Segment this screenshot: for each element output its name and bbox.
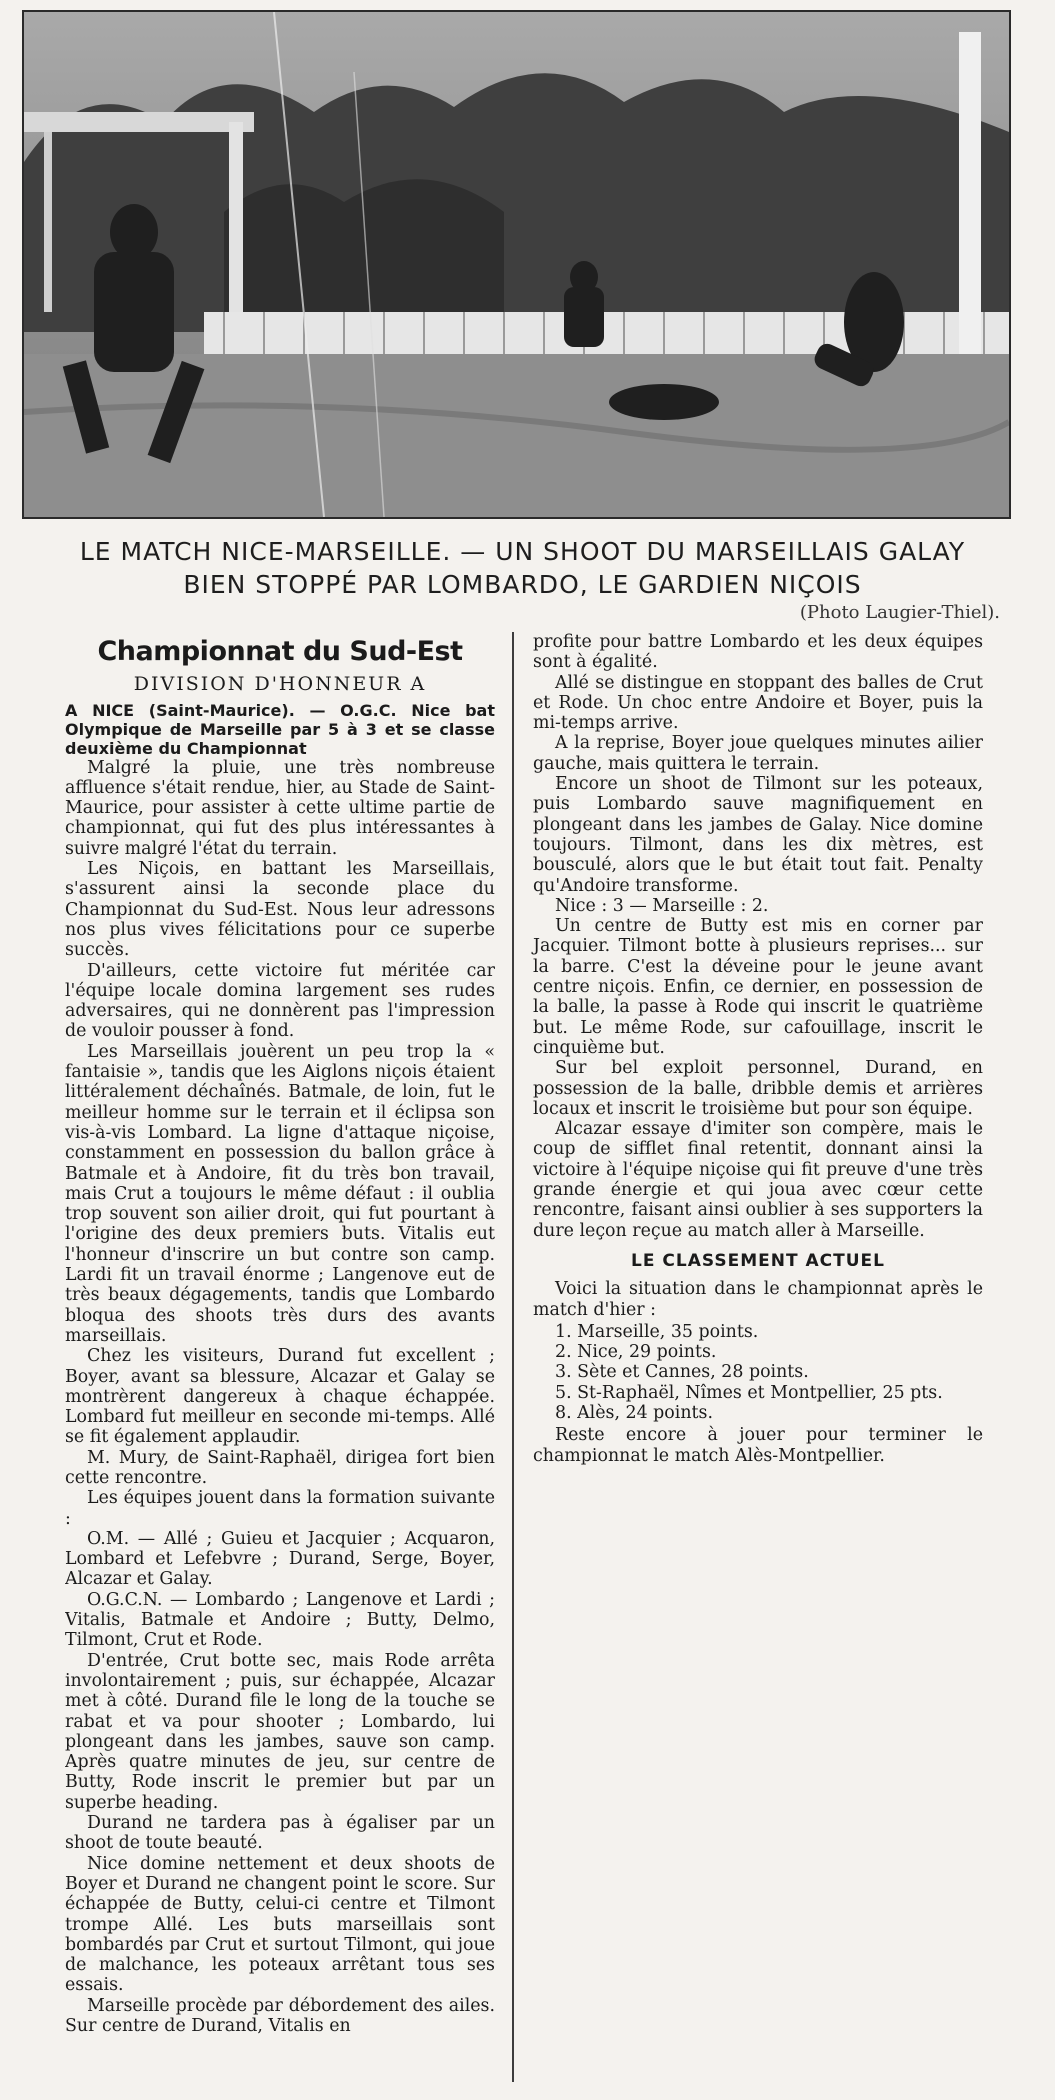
- paragraph: O.M. — Allé ; Guieu et Jacquier ; Acquaron, Lombard et Lefebvre ; Durand, Serge, Boyer, Alcazar et Galay.: [65, 1528, 495, 1590]
- paragraph: Chez les visiteurs, Durand fut excellent ; Boyer, avant sa blessure, Alcazar et Galay se montrèrent dangereux à chaque échappée. Lombard fut meilleur en seconde mi-temps. Allé se fit également applaudir.: [65, 1346, 495, 1448]
- paragraph: Allé se distingue en stoppant des balles de Crut et Rode. Un choc entre Andoire et Boyer, puis la mi-temps arrive.: [533, 672, 983, 734]
- score-line: Nice : 3 — Marseille : 2.: [555, 895, 769, 916]
- classement-list: [555, 1322, 983, 1423]
- paragraph: Sur bel exploit personnel, Durand, en possession de la balle, dribble demis et arrières locaux et inscrit le troisième but pour son équipe.: [533, 1058, 983, 1119]
- article-column-1: [65, 632, 495, 2092]
- classement-heading: LE CLASSEMENT ACTUEL: [631, 1250, 885, 1271]
- article-lead: A NICE (Saint-Maurice). — O.G.C. Nice bat Olympique de Marseille par 5 à 3 et se classe deuxième du Championnat: [65, 700, 495, 758]
- paragraph: O.G.C.N. — Lombardo ; Langenove et Lardi ; Vitalis, Batmale et Andoire ; Butty, Delmo, Tilmont, Crut et Rode.: [65, 1589, 495, 1651]
- paragraph: Les équipes jouent dans la formation suivante :: [65, 1488, 495, 1529]
- paragraph: profite pour battre Lombardo et les deux équipes sont à égalité.: [533, 632, 983, 673]
- paragraph: D'entrée, Crut botte sec, mais Rode arrêta involontairement ; puis, sur échappée, Alcazar met à côté. Durand file le long de la touche se rabat et va pour shooter ; Lombardo, lui plongeant dans les jambes, sauve son camp. Après quatre minutes de jeu, sur centre de Butty, Rode inscrit le premier but par un superbe heading.: [65, 1650, 495, 1813]
- photo-caption: [20, 535, 1025, 601]
- match-photo: [22, 10, 1011, 519]
- division-heading: DIVISION D'HONNEUR A: [133, 673, 427, 696]
- paragraph: M. Mury, de Saint-Raphaël, dirigea fort bien cette rencontre.: [65, 1447, 495, 1488]
- paragraph: Durand ne tardera pas à égaliser par un shoot de toute beauté.: [65, 1813, 495, 1854]
- paragraph: Nice domine nettement et deux shoots de Boyer et Durand ne changent point le score. Sur échappée de Butty, celui-ci centre et Tilmont trompe Allé. Les buts marseillais sont bombardés par Crut et surtout Tilmont, qui joue de malchance, les poteaux arrêtant tous ses essais.: [65, 1853, 495, 1996]
- paragraph: Alcazar essaye d'imiter son compère, mais le coup de sifflet final retentit, donnant ainsi la victoire à l'équipe niçoise qui fit preuve d'une très grande énergie et qui joua avec cœur cette rencontre, faisant ainsi oublier à ses supporters la dure leçon reçue au match aller à Marseille.: [533, 1119, 983, 1241]
- caption-line-1: LE MATCH NICE-MARSEILLE. — UN SHOOT DU MARSEILLAIS GALAY: [79, 537, 966, 566]
- classement-item: 3. Sète et Cannes, 28 points.: [555, 1362, 809, 1383]
- paragraph: Les Niçois, en battant les Marseillais, s'assurent ainsi la seconde place du Championnat du Sud-Est. Nous leur adressons nos plus vives félicitations pour ce superbe succès.: [65, 859, 495, 961]
- paragraph: Encore un shoot de Tilmont sur les poteaux, puis Lombardo sauve magnifiquement en plongeant dans les jambes de Galay. Nice domine toujours. Tilmont, dans les dix mètres, est bousculé, alors que le but était tout fait. Penalty qu'Andoire transforme.: [533, 774, 983, 896]
- paragraph: Un centre de Butty est mis en corner par Jacquier. Tilmont botte à plusieurs reprises... sur la barre. C'est la déveine pour le jeune avant centre niçois. Enfin, ce dernier, en possession de la balle, la passe à Rode qui inscrit le quatrième but. Le même Rode, sur cafouillage, inscrit le cinquième but.: [533, 916, 983, 1058]
- paragraph: Malgré la pluie, une très nombreuse affluence s'était rendue, hier, au Stade de Saint-Maurice, pour assister à cette ultime partie de championnat, qui fut des plus intéressantes à suivre malgré l'état du terrain.: [65, 757, 495, 859]
- article-title: Championnat du Sud-Est: [97, 636, 463, 667]
- classement-outro: Reste encore à jouer pour terminer le championnat le match Alès-Montpellier.: [533, 1425, 983, 1466]
- paragraph: Marseille procède par débordement des ailes. Sur centre de Durand, Vitalis en: [65, 1995, 495, 2036]
- classement-item: 2. Nice, 29 points.: [555, 1342, 717, 1363]
- column-divider: [512, 632, 514, 2082]
- classement-item: 8. Alès, 24 points.: [555, 1402, 713, 1423]
- paragraph: A la reprise, Boyer joue quelques minutes ailier gauche, mais quittera le terrain.: [533, 733, 983, 774]
- caption-line-2: BIEN STOPPÉ PAR LOMBARDO, LE GARDIEN NIÇOIS: [183, 570, 862, 599]
- paragraph: D'ailleurs, cette victoire fut méritée car l'équipe locale domina largement ses rudes adversaires, qui ne donnèrent pas l'impression de vouloir pousser à fond.: [65, 960, 495, 1042]
- classement-item: 5. St-Raphaël, Nîmes et Montpellier, 25 pts.: [555, 1382, 943, 1403]
- classement-intro: Voici la situation dans le championnat après le match d'hier :: [533, 1279, 983, 1320]
- photo-credit: (Photo Laugier-Thiel).: [799, 602, 1000, 623]
- article-column-2: [533, 632, 983, 1466]
- paragraph: Les Marseillais jouèrent un peu trop la « fantaisie », tandis que les Aiglons niçois étaient littéralement déchaînés. Batmale, de loin, fut le meilleur homme sur le terrain et il éclipsa son vis-à-vis Lombard. La ligne d'attaque niçoise, constamment en possession du ballon grâce à Batmale et à Andoire, fit du très bon travail, mais Crut a toujours le même défaut : il oublia trop souvent son ailier droit, qui fut pourtant à l'origine des deux premiers buts. Vitalis eut l'honneur d'inscrire un but contre son camp. Lardi fit un travail énorme ; Langenove eut de très beaux dégagements, tandis que Lombardo bloqua des shoots très durs des avants marseillais.: [65, 1041, 495, 1346]
- classement-item: 1. Marseille, 35 points.: [555, 1321, 759, 1342]
